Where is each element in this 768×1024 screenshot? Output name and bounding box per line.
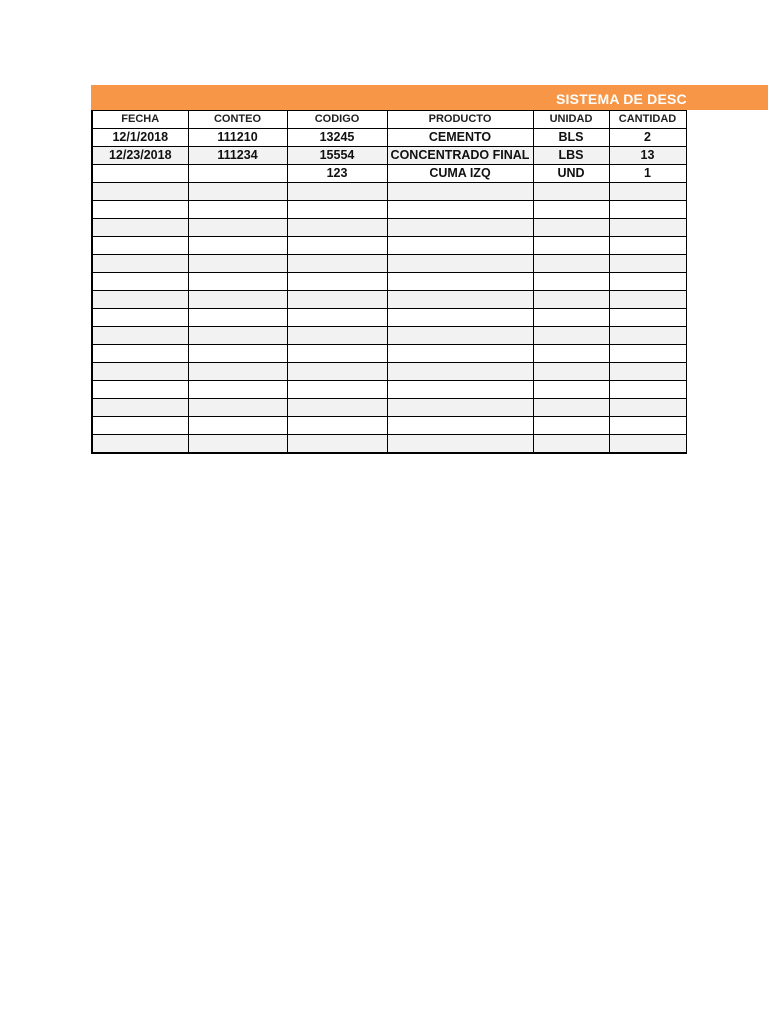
cell-fecha[interactable]: [92, 237, 188, 255]
cell-producto[interactable]: [387, 327, 533, 345]
table-row: [92, 165, 686, 183]
cell-unidad[interactable]: [533, 291, 609, 309]
cell-cantidad[interactable]: [609, 309, 686, 327]
table-row: [92, 147, 686, 165]
table-row: [92, 219, 686, 237]
cell-producto[interactable]: [387, 237, 533, 255]
cell-unidad[interactable]: [533, 417, 609, 435]
cell-conteo[interactable]: [188, 435, 287, 454]
cell-cantidad[interactable]: [609, 237, 686, 255]
cell-producto[interactable]: [387, 255, 533, 273]
cell-conteo[interactable]: [188, 399, 287, 417]
table-row: [92, 201, 686, 219]
cell-unidad[interactable]: LBS: [533, 147, 609, 165]
cell-conteo[interactable]: [188, 381, 287, 399]
header-row: [92, 111, 686, 129]
cell-codigo[interactable]: 13245: [287, 129, 387, 147]
cell-unidad[interactable]: UND: [533, 165, 609, 183]
header-fecha: FECHA: [92, 111, 188, 129]
cell-codigo[interactable]: [287, 273, 387, 291]
cell-conteo[interactable]: [188, 183, 287, 201]
cell-fecha[interactable]: [92, 309, 188, 327]
cell-cantidad[interactable]: [609, 363, 686, 381]
cell-producto[interactable]: CEMENTO: [387, 129, 533, 147]
cell-codigo[interactable]: [287, 435, 387, 454]
table-row: [92, 417, 686, 435]
cell-producto[interactable]: [387, 273, 533, 291]
table-row: [92, 237, 686, 255]
cell-fecha[interactable]: [92, 219, 188, 237]
cell-codigo[interactable]: [287, 381, 387, 399]
cell-codigo[interactable]: [287, 363, 387, 381]
cell-unidad[interactable]: [533, 273, 609, 291]
cell-cantidad[interactable]: [609, 345, 686, 363]
table-row: [92, 309, 686, 327]
cell-unidad[interactable]: [533, 309, 609, 327]
cell-producto[interactable]: CUMA IZQ: [387, 165, 533, 183]
inventory-table: [91, 110, 687, 454]
cell-fecha[interactable]: 12/1/2018: [92, 129, 188, 147]
cell-unidad[interactable]: [533, 435, 609, 454]
cell-producto[interactable]: [387, 183, 533, 201]
header-codigo: CODIGO: [287, 111, 387, 129]
cell-conteo[interactable]: [188, 219, 287, 237]
cell-unidad[interactable]: [533, 237, 609, 255]
cell-cantidad[interactable]: 2: [609, 129, 686, 147]
cell-unidad[interactable]: BLS: [533, 129, 609, 147]
cell-unidad[interactable]: [533, 363, 609, 381]
cell-unidad[interactable]: [533, 255, 609, 273]
cell-conteo[interactable]: [188, 291, 287, 309]
cell-producto[interactable]: CONCENTRADO FINAL: [387, 147, 533, 165]
cell-unidad[interactable]: [533, 201, 609, 219]
cell-codigo[interactable]: [287, 309, 387, 327]
cell-cantidad[interactable]: [609, 327, 686, 345]
cell-cantidad[interactable]: 13: [609, 147, 686, 165]
cell-producto[interactable]: [387, 219, 533, 237]
cell-cantidad[interactable]: [609, 417, 686, 435]
cell-fecha[interactable]: [92, 327, 188, 345]
cell-conteo[interactable]: [188, 345, 287, 363]
cell-codigo[interactable]: [287, 201, 387, 219]
cell-unidad[interactable]: [533, 183, 609, 201]
cell-conteo[interactable]: 111210: [188, 129, 287, 147]
cell-cantidad[interactable]: [609, 381, 686, 399]
table-row: [92, 129, 686, 147]
cell-codigo[interactable]: [287, 219, 387, 237]
cell-codigo[interactable]: [287, 291, 387, 309]
cell-cantidad[interactable]: [609, 183, 686, 201]
cell-unidad[interactable]: [533, 219, 609, 237]
table-row: [92, 363, 686, 381]
cell-codigo[interactable]: [287, 255, 387, 273]
table-row: [92, 183, 686, 201]
cell-unidad[interactable]: [533, 327, 609, 345]
cell-fecha[interactable]: [92, 399, 188, 417]
table-row: [92, 345, 686, 363]
cell-fecha[interactable]: [92, 201, 188, 219]
cell-conteo[interactable]: 111234: [188, 147, 287, 165]
cell-cantidad[interactable]: 1: [609, 165, 686, 183]
cell-producto[interactable]: [387, 381, 533, 399]
cell-producto[interactable]: [387, 417, 533, 435]
cell-codigo[interactable]: [287, 237, 387, 255]
cell-unidad[interactable]: [533, 381, 609, 399]
cell-codigo[interactable]: [287, 417, 387, 435]
cell-producto[interactable]: [387, 345, 533, 363]
table-row: [92, 381, 686, 399]
cell-producto[interactable]: [387, 291, 533, 309]
cell-fecha[interactable]: [92, 417, 188, 435]
cell-cantidad[interactable]: [609, 255, 686, 273]
cell-cantidad[interactable]: [609, 219, 686, 237]
title-banner: [91, 85, 768, 110]
cell-fecha[interactable]: [92, 291, 188, 309]
header-conteo: CONTEO: [188, 111, 287, 129]
cell-codigo[interactable]: [287, 327, 387, 345]
cell-cantidad[interactable]: [609, 201, 686, 219]
cell-producto[interactable]: [387, 309, 533, 327]
cell-fecha[interactable]: [92, 273, 188, 291]
cell-conteo[interactable]: [188, 309, 287, 327]
table-row: [92, 435, 686, 454]
table-body: [92, 129, 686, 454]
cell-fecha[interactable]: [92, 183, 188, 201]
header-cantidad: CANTIDAD: [609, 111, 686, 129]
table-row: [92, 291, 686, 309]
cell-unidad[interactable]: [533, 399, 609, 417]
cell-fecha[interactable]: [92, 381, 188, 399]
cell-producto[interactable]: [387, 201, 533, 219]
cell-fecha[interactable]: [92, 435, 188, 454]
table-row: [92, 273, 686, 291]
cell-cantidad[interactable]: [609, 399, 686, 417]
table-row: [92, 255, 686, 273]
cell-conteo[interactable]: [188, 201, 287, 219]
cell-fecha[interactable]: [92, 255, 188, 273]
cell-fecha[interactable]: 12/23/2018: [92, 147, 188, 165]
cell-unidad[interactable]: [533, 345, 609, 363]
table-row: [92, 399, 686, 417]
cell-cantidad[interactable]: [609, 273, 686, 291]
cell-conteo[interactable]: [188, 417, 287, 435]
cell-cantidad[interactable]: [609, 435, 686, 454]
cell-codigo[interactable]: 15554: [287, 147, 387, 165]
cell-conteo[interactable]: [188, 273, 287, 291]
cell-fecha[interactable]: [92, 363, 188, 381]
header-producto: PRODUCTO: [387, 111, 533, 129]
banner-title: SISTEMA DE DESC: [556, 91, 687, 107]
cell-fecha[interactable]: [92, 165, 188, 183]
cell-conteo[interactable]: [188, 363, 287, 381]
cell-codigo[interactable]: [287, 345, 387, 363]
cell-conteo[interactable]: [188, 255, 287, 273]
header-unidad: UNIDAD: [533, 111, 609, 129]
cell-producto[interactable]: [387, 399, 533, 417]
cell-cantidad[interactable]: [609, 291, 686, 309]
table-row: [92, 327, 686, 345]
cell-codigo[interactable]: [287, 183, 387, 201]
cell-producto[interactable]: [387, 435, 533, 454]
cell-fecha[interactable]: [92, 345, 188, 363]
cell-conteo[interactable]: [188, 165, 287, 183]
cell-codigo[interactable]: 123: [287, 165, 387, 183]
cell-producto[interactable]: [387, 363, 533, 381]
cell-conteo[interactable]: [188, 237, 287, 255]
cell-conteo[interactable]: [188, 327, 287, 345]
cell-codigo[interactable]: [287, 399, 387, 417]
